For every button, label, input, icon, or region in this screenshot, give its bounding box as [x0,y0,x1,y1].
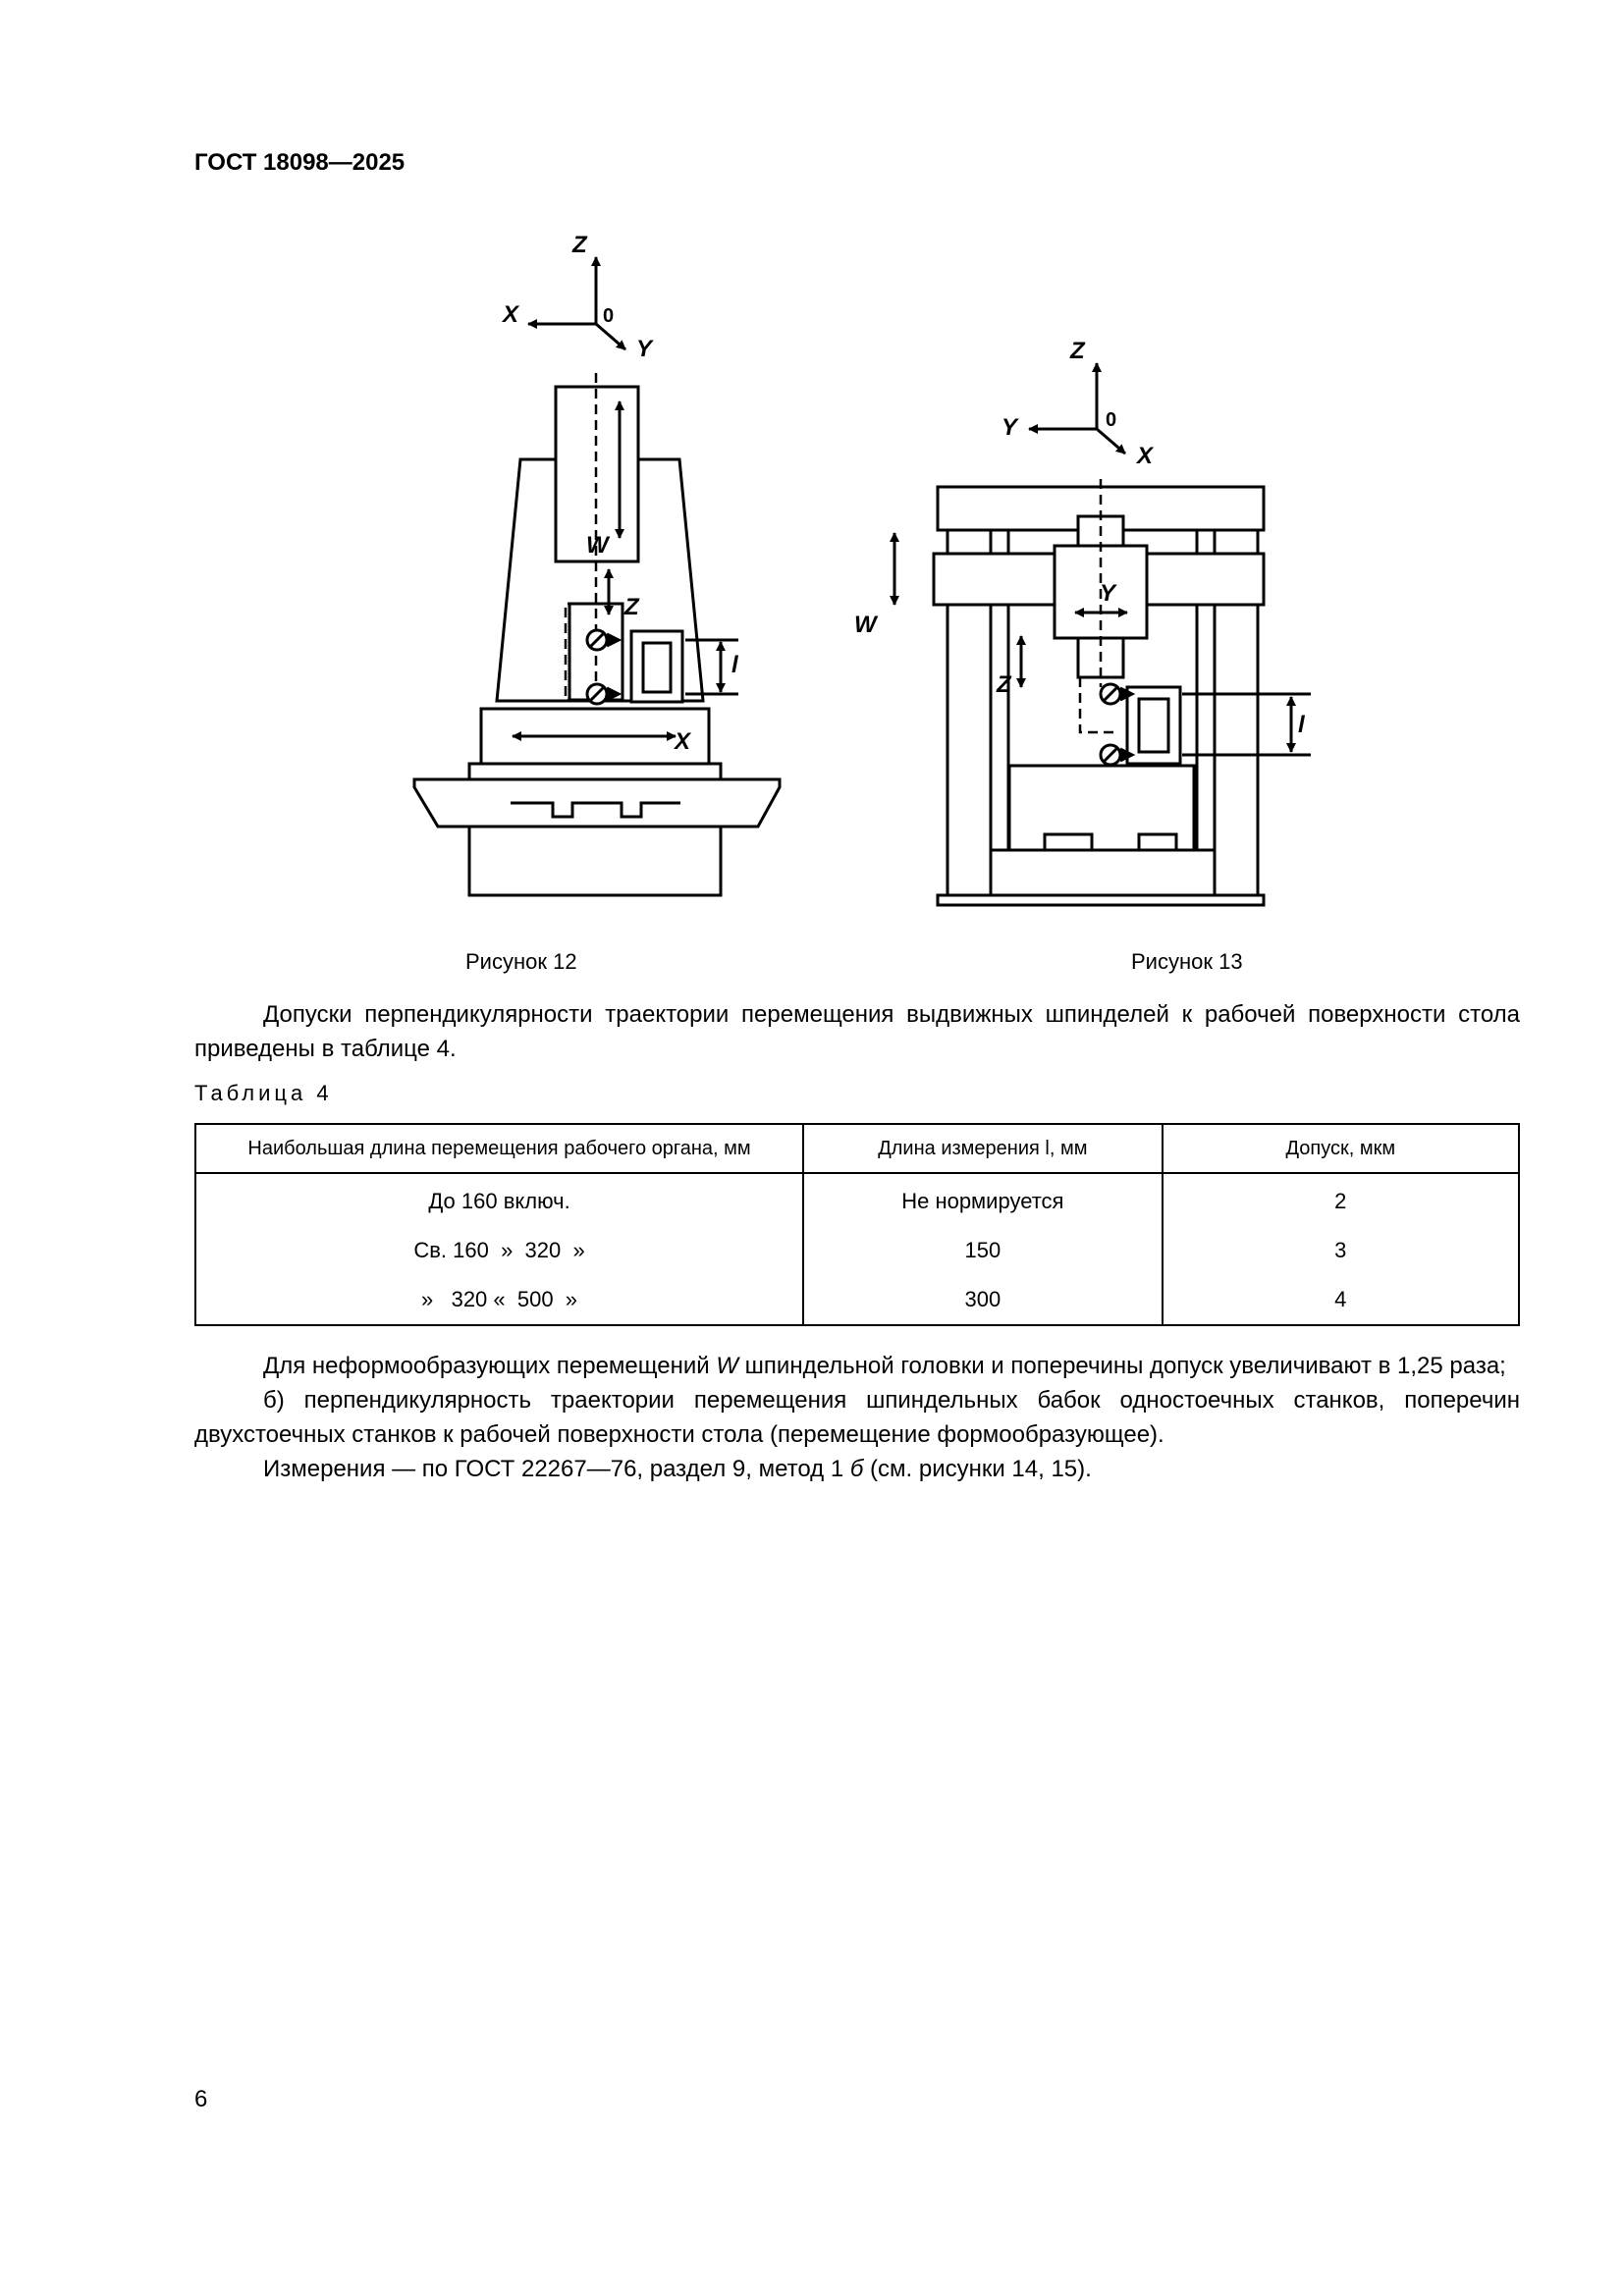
table-header-row [195,1124,1519,1173]
fig12-axis-x-label: X [503,301,519,328]
table-header-cell: Допуск, мкм [1163,1124,1519,1173]
text-span: Для неформообразующих перемещений [263,1353,717,1379]
document-header: ГОСТ 18098—2025 [194,149,406,176]
after-table-text [194,1349,1520,1486]
table-cell: » 320 « 500 » [195,1275,803,1325]
fig13-y-label: Y [1100,580,1116,607]
table-cell: Не нормируется [803,1173,1163,1226]
table-row [195,1275,1519,1325]
fig12-w-label: W [586,532,609,559]
figure-12-drawing [393,221,805,908]
table-cell: До 160 включ. [195,1173,803,1226]
paragraph-measurements [194,1452,1520,1486]
paragraph-w-tolerance [194,1349,1520,1383]
fig13-axis-y-label: Y [1001,414,1018,441]
text-span: шпиндельной головки и поперечины допуск увеличивают в 1,25 раза; [738,1353,1506,1379]
method-letter: б [849,1456,864,1482]
table-row [195,1226,1519,1275]
table-cell: 4 [1163,1275,1519,1325]
figure-13-drawing [844,324,1305,918]
figure-12-caption: Рисунок 12 [465,949,577,974]
fig12-z-label: Z [624,594,639,620]
table-label: Таблица 4 [194,1081,333,1105]
text-span: Измерения — по ГОСТ 22267—76, раздел 9, метод 1 [263,1456,850,1482]
table-cell: Св. 160 » 320 » [195,1226,803,1275]
paragraph-b: б) перпендикулярность траектории перемещения шпиндельных бабок одностоечных станков, поперечин двухстоечных станков к рабочей поверхности стола (перемещение формообразующее). [194,1387,1520,1448]
fig12-axis-y-label: Y [636,336,653,362]
text-span: (см. рисунки 14, 15). [863,1456,1092,1482]
page-number: 6 [194,2086,208,2112]
fig12-x-label: X [675,728,691,755]
intro-paragraph [194,997,1520,1066]
fig12-axis-z-label: Z [572,232,587,258]
table-row [195,1173,1519,1226]
table-header-cell: Наибольшая длина перемещения рабочего органа, мм [195,1124,803,1173]
table-4 [194,1123,1520,1326]
table-cell: 2 [1163,1173,1519,1226]
w-symbol: W [716,1353,738,1379]
fig13-l-label: l [1298,712,1305,738]
fig13-axis-x-label: X [1137,443,1154,469]
fig12-l-label: l [731,652,738,678]
table-cell: 300 [803,1275,1163,1325]
table-header-cell: Длина измерения l, мм [803,1124,1163,1173]
fig13-w-label: W [854,612,877,638]
table-cell: 3 [1163,1226,1519,1275]
figure-13-caption: Рисунок 13 [1131,949,1243,974]
fig13-axis-z-label: Z [1070,338,1085,364]
fig13-z-label: Z [997,671,1011,698]
fig12-origin-label: 0 [603,305,615,327]
fig13-origin-label: 0 [1106,409,1117,431]
intro-text: Допуски перпендикулярности траектории перемещения выдвижных шпинделей к рабочей поверхности стола приведены в таблице 4. [194,1001,1520,1062]
table-cell: 150 [803,1226,1163,1275]
